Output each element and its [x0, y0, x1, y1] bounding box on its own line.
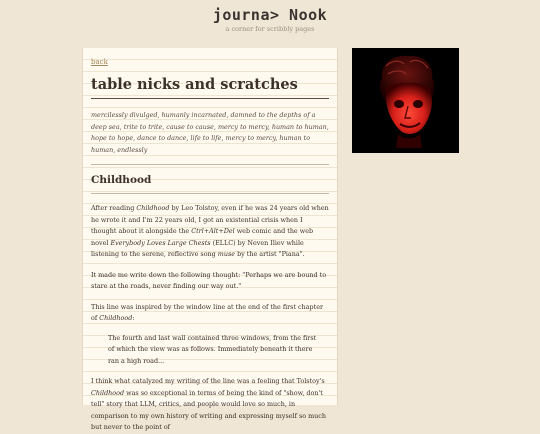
- post-article: [82, 48, 338, 431]
- site-tagline: a corner for scribbly pages: [225, 25, 315, 33]
- paragraph-1: [91, 203, 329, 261]
- text-span: :: [132, 314, 135, 322]
- post-title: table nicks and scratches: [91, 76, 329, 99]
- back-link[interactable]: back: [91, 58, 108, 66]
- site-header: [0, 6, 540, 33]
- book-title-childhood: Childhood: [99, 314, 133, 322]
- site-title[interactable]: journa> Nook: [212, 6, 328, 24]
- paragraph-4: [91, 376, 329, 434]
- text-span: by Leo Tolstoy, even if he was 24 years old when he wrote it and I'm 22 years old, I got an existential crisis when I thought about it alongside the: [91, 204, 329, 235]
- novel-title: Everybody Loves Large Chests: [110, 238, 211, 247]
- text-span: (ELLC) by Neven Iliev while listening to the serene, reflective song: [91, 238, 304, 258]
- text-span: After reading: [91, 204, 137, 212]
- section-heading-childhood: Childhood: [91, 173, 329, 194]
- text-span: was so exceptional in terms of being the kind of "show, don't tell" story that LLM, critics, and people would love so much, in comparison to my own history of writing and expressing myself so much but never to the point of: [91, 388, 326, 431]
- text-span: web comic and the web novel: [91, 227, 314, 247]
- epigraph: mercilessly divulged, humanly incarnated, damned to the depths of a deep sea, trite to trite, cause to cause, mercy to mercy, human to human, hope to hope, dance to dance, life to life, mercy to mercy, human to human, endlessly: [91, 110, 329, 165]
- paragraph-3: [91, 302, 329, 325]
- paragraph-2: It made me write down the following thought: "Perhaps we are bound to stare at the roads, never finding our way out.": [91, 270, 327, 290]
- side-artwork-image: [352, 48, 459, 153]
- text-span: This line was inspired by the window line at the end of the first chapter of: [91, 302, 324, 322]
- text-span: I think what catalyzed my writing of the line was a feeling that Tolstoy's: [91, 377, 325, 385]
- red-face-illustration: [352, 48, 459, 153]
- text-span: by the artist "Piana".: [235, 250, 305, 258]
- blockquote: The fourth and last wall contained three windows, from the first of which the view was as follows. Immediately beneath it there ran a high road...: [108, 333, 317, 365]
- book-title-childhood: Childhood: [91, 388, 125, 397]
- book-title-childhood: Childhood: [136, 204, 170, 212]
- comic-title: Ctrl+Alt+Del: [191, 227, 235, 235]
- song-title: muse: [217, 250, 236, 258]
